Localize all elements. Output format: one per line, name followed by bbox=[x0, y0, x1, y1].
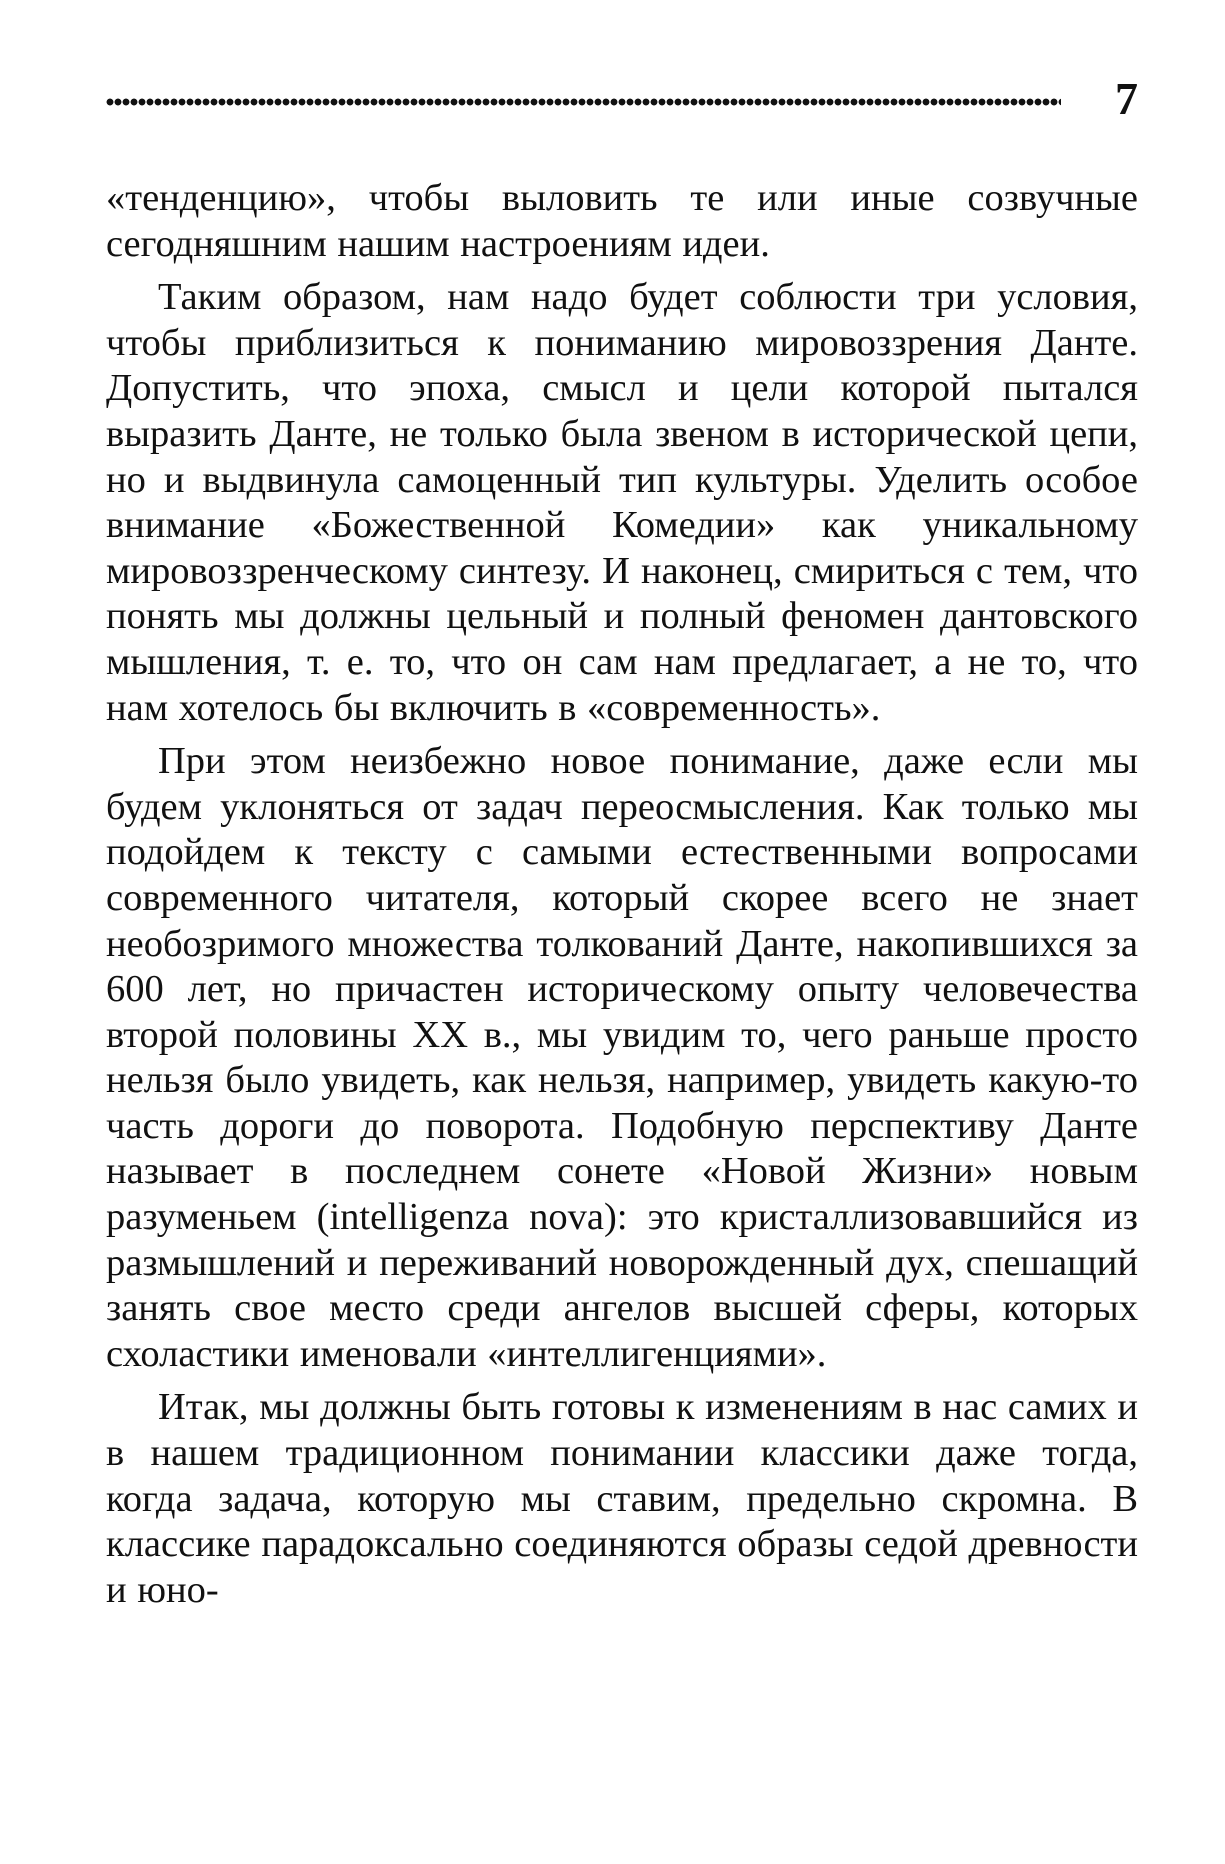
body-text bbox=[106, 176, 1138, 1613]
paragraph-2: Таким образом, нам надо будет соблюсти три условия, чтобы приблизиться к пониманию мировоззрения Данте. Допустить, что эпоха, смысл и цели которой пытался выразить Данте, не только была звеном в исторической цепи, но и выдвинула самоценный тип культуры. Уделить особое внимание «Божественной Комедии» как уникальному мировоззренческому синтезу. И наконец, смириться с тем, что понять мы должны цельный и полный феномен дантовского мышления, т. е. то, что он сам нам предлагает, а не то, что нам хотелось бы включить в «современность». bbox=[106, 276, 1138, 729]
page-number: 7 bbox=[1115, 73, 1138, 124]
page-header bbox=[106, 73, 1138, 124]
header-ornament-rule bbox=[106, 96, 1061, 108]
paragraph-1: «тенденцию», чтобы выловить те или иные созвучные сегодняшним нашим настроениям идеи. bbox=[106, 177, 1138, 265]
paragraph-3: При этом неизбежно новое понимание, даже если мы будем уклоняться от задач переосмысления. Как только мы подойдем к тексту с самыми естественными вопросами современного читателя, который скорее всего не знает необозримого множества толкований Данте, накопившихся за 600 лет, но причастен историческому опыту человечества второй половины XX в., мы увидим то, чего раньше просто нельзя было увидеть, как нельзя, например, увидеть какую-то часть дороги до поворота. Подобную перспективу Данте называет в последнем сонете «Новой Жизни» новым разуменьем (intelligenza nova): это кристаллизовавшийся из размышлений и переживаний новорожденный дух, спешащий занять свое место среди ангелов высшей сферы, которых схоластики именовали «интеллигенциями». bbox=[106, 740, 1138, 1375]
paragraph-4: Итак, мы должны быть готовы к изменениям в нас самих и в нашем традиционном понимании классики даже тогда, когда задача, которую мы ставим, предельно скромна. В классике парадоксально соединяются образы седой древности и юно- bbox=[106, 1386, 1138, 1611]
